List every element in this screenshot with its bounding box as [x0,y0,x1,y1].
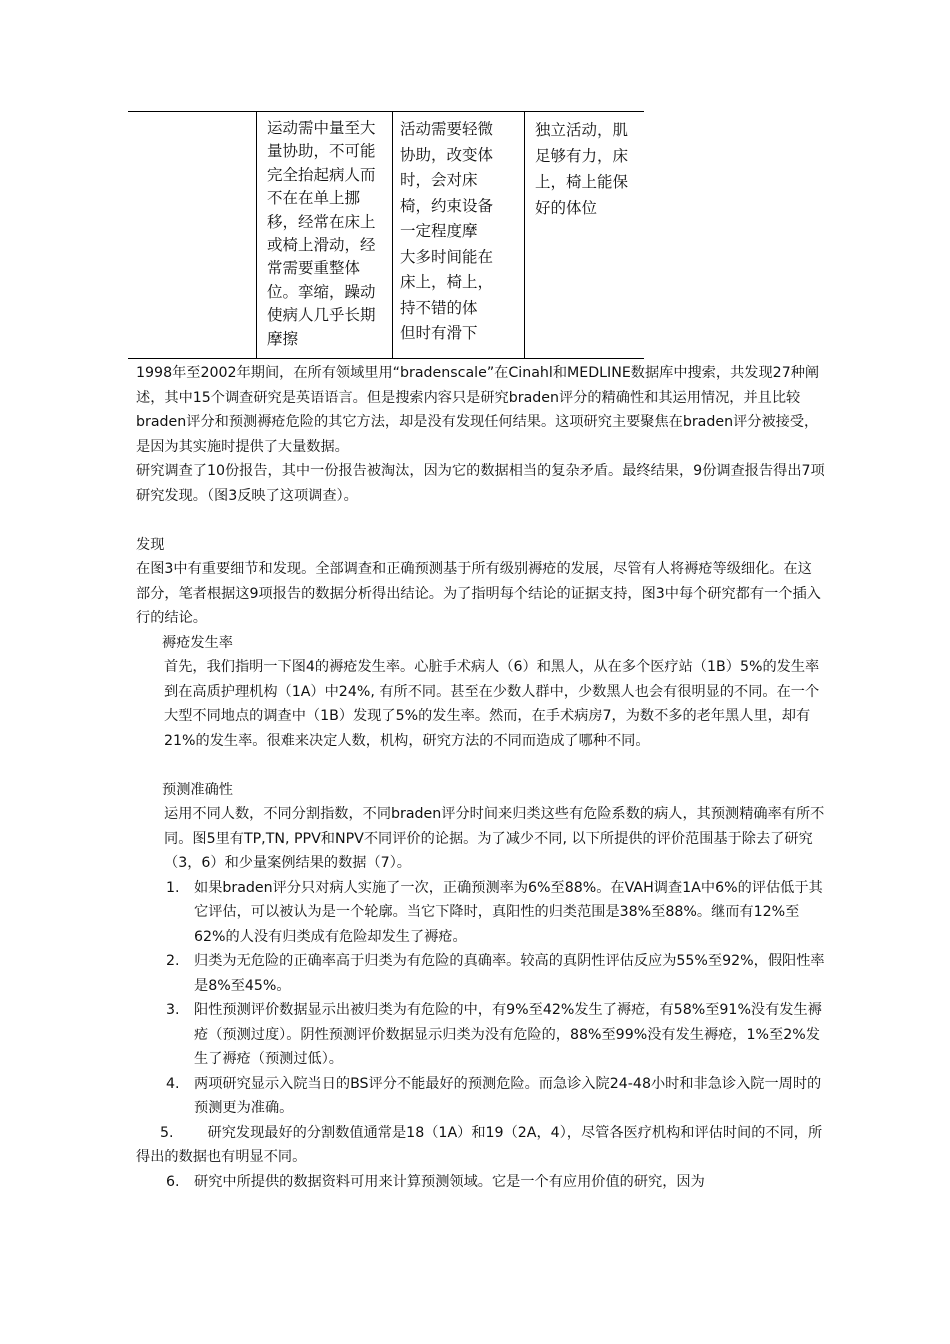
table-divider [256,111,257,359]
list-text: 阳性预测评价数据显示出被归类为有危险的中，有9%至42%发生了褥疮，有58%至91%没有发生褥疮（预测过度）。阴性预测评价数据显示归类为没有危险的，88%至99%没有发生褥疮，1%至2%发生了褥疮（预测过低）。 [194,1002,822,1067]
table-cell-line: 量协助，不可能 [267,142,376,161]
table-cell-line: 但时有滑下 [400,324,478,342]
table-cell-line: 不在在单上挪 [267,189,361,208]
table-cell-col3 [535,117,628,221]
table-bottom-border [128,358,644,359]
paragraph-intro-1: 1998年至2002年期间，在所有领域里用“bradenscale”在Cinahl和MEDLINE数据库中搜索，共发现27种阐述，其中15个调查研究是英语语言。但是搜索内容只是研究braden评分的精确性和其运用情况，并且比较braden评分和预测褥疮危险的其它方法，却是没有发现任何结果。这项研究主要聚焦在braden评分被接受，是因为其实施时提供了大量数据。 [136,365,820,455]
table-cell-line: 或椅上滑动，经 [267,236,376,255]
table-cell-line: 活动需要轻微 [400,120,494,138]
list-text: 如果braden评分只对病人实施了一次，正确预测率为6%至88%。在VAH调查1A中6%的评估低于其它评估，可以被认为是一个轮廓。当它下降时，真阳性的归类范围是38%至88%。继而有12%至62%的人没有归类成有危险却发生了褥疮。 [194,879,823,945]
table-cell-line: 使病人几乎长期 [267,306,376,325]
list-item [136,1170,826,1195]
table-cell-line: 移，经常在床上 [267,212,376,231]
list-item [136,1121,826,1170]
list-text: 两项研究显示入院当日的BS评分不能最好的预测危险。而急诊入院24-48小时和非急诊入院一周时的预测更为准确。 [194,1075,822,1116]
list-item [136,949,826,998]
list-number: 1. [166,879,180,896]
list-item [136,1072,826,1121]
list-text: 归类为无危险的正确率高于归类为有危险的真确率。较高的真阴性评估反应为55%至92%，假阳性率是8%至45%。 [194,953,825,994]
list-number: 4. [166,1075,180,1092]
list-item [136,876,826,950]
list-number: 3. [166,1002,180,1018]
paragraph-incidence: 首先，我们指明一下图4的褥疮发生率。心脏手术病人（6）和黑人，从在多个医疗站（1B）5%的发生率到在高质护理机构（1A）中24%, 有所不同。甚至在少数人群中，少数黑人也会有很明显的不同。在一个大型不同地点的调查中（1B）发现了5%的发生率。然而，在手术病房7，为数不多的老年黑人里，却有21%的发生率。很难来决定人数，机构，研究方法的不同而造成了哪种不同。 [164,659,820,749]
table-cell-line: 一定程度摩 [400,222,478,240]
list-number: 5. [160,1124,174,1141]
findings-list [136,876,826,1195]
heading-accuracy: 预测准确性 [162,781,233,798]
table-divider [392,111,393,359]
document-body [136,361,826,1194]
table-cell-line: 协助，改变体 [400,145,494,164]
table-cell-line: 完全抬起病人而 [267,165,376,184]
table-cell-line: 独立活动，肌 [535,121,629,139]
table-divider [524,111,525,359]
table-cell-line: 持不错的体 [400,298,478,317]
list-number: 6. [166,1173,180,1190]
table-cell-line: 运动需中量至大 [267,119,376,137]
heading-findings: 发现 [136,536,165,553]
list-text: 研究发现最好的分割数值通常是18（1A）和19（2A，4），尽管各医疗机构和评估时间的不同，所得出的数据也有明显不同。 [136,1124,823,1165]
table-cell-line: 椅，约束设备 [400,196,494,215]
table-cell-line: 上，椅上能保 [535,173,629,191]
table-cell-line: 位。挛缩，躁动 [267,282,376,301]
table-cell-line: 大多时间能在 [400,247,494,266]
list-number: 2. [166,953,180,969]
table-cell-line: 好的体位 [535,199,598,217]
paragraph-accuracy: 运用不同人数，不同分割指数，不同braden评分时间来归类这些有危险系数的病人，其预测精确率有所不同。图5里有TP,TN, PPV和NPV不同评价的论据。为了减少不同, 以下所提供的评价范围基于除去了研究（3，6）和少量案例结果的数据（7）。 [164,806,825,871]
paragraph-findings: 在图3中有重要细节和发现。全部调查和正确预测基于所有级别褥疮的发展，尽管有人将褥疮等级细化。在这部分，笔者根据这9项报告的数据分析得出结论。为了指明每个结论的证据支持，图3中每个研究都有一个插入行的结论。 [136,561,821,626]
blank-line [136,753,826,778]
list-item [136,998,826,1072]
table-cell-line: 床上，椅上， [400,273,494,291]
list-text: 研究中所提供的数据资料可用来计算预测领域。它是一个有应用价值的研究，因为 [194,1173,705,1190]
table-cell-col1 [267,117,376,351]
heading-incidence: 褥疮发生率 [162,634,233,651]
table-top-border [128,111,644,112]
table-cell-line: 摩擦 [267,329,299,348]
table-cell-line: 足够有力，床 [535,147,629,165]
table-cell-col2 [400,117,493,347]
blank-line [136,508,826,533]
paragraph-intro-2: 研究调查了10份报告，其中一份报告被淘汰，因为它的数据相当的复杂矛盾。最终结果，9份调查报告得出7项研究发现。（图3反映了这项调查）。 [136,463,825,504]
table-cell-line: 时，会对床 [400,171,478,189]
table-cell-line: 常需要重整体 [267,259,361,278]
